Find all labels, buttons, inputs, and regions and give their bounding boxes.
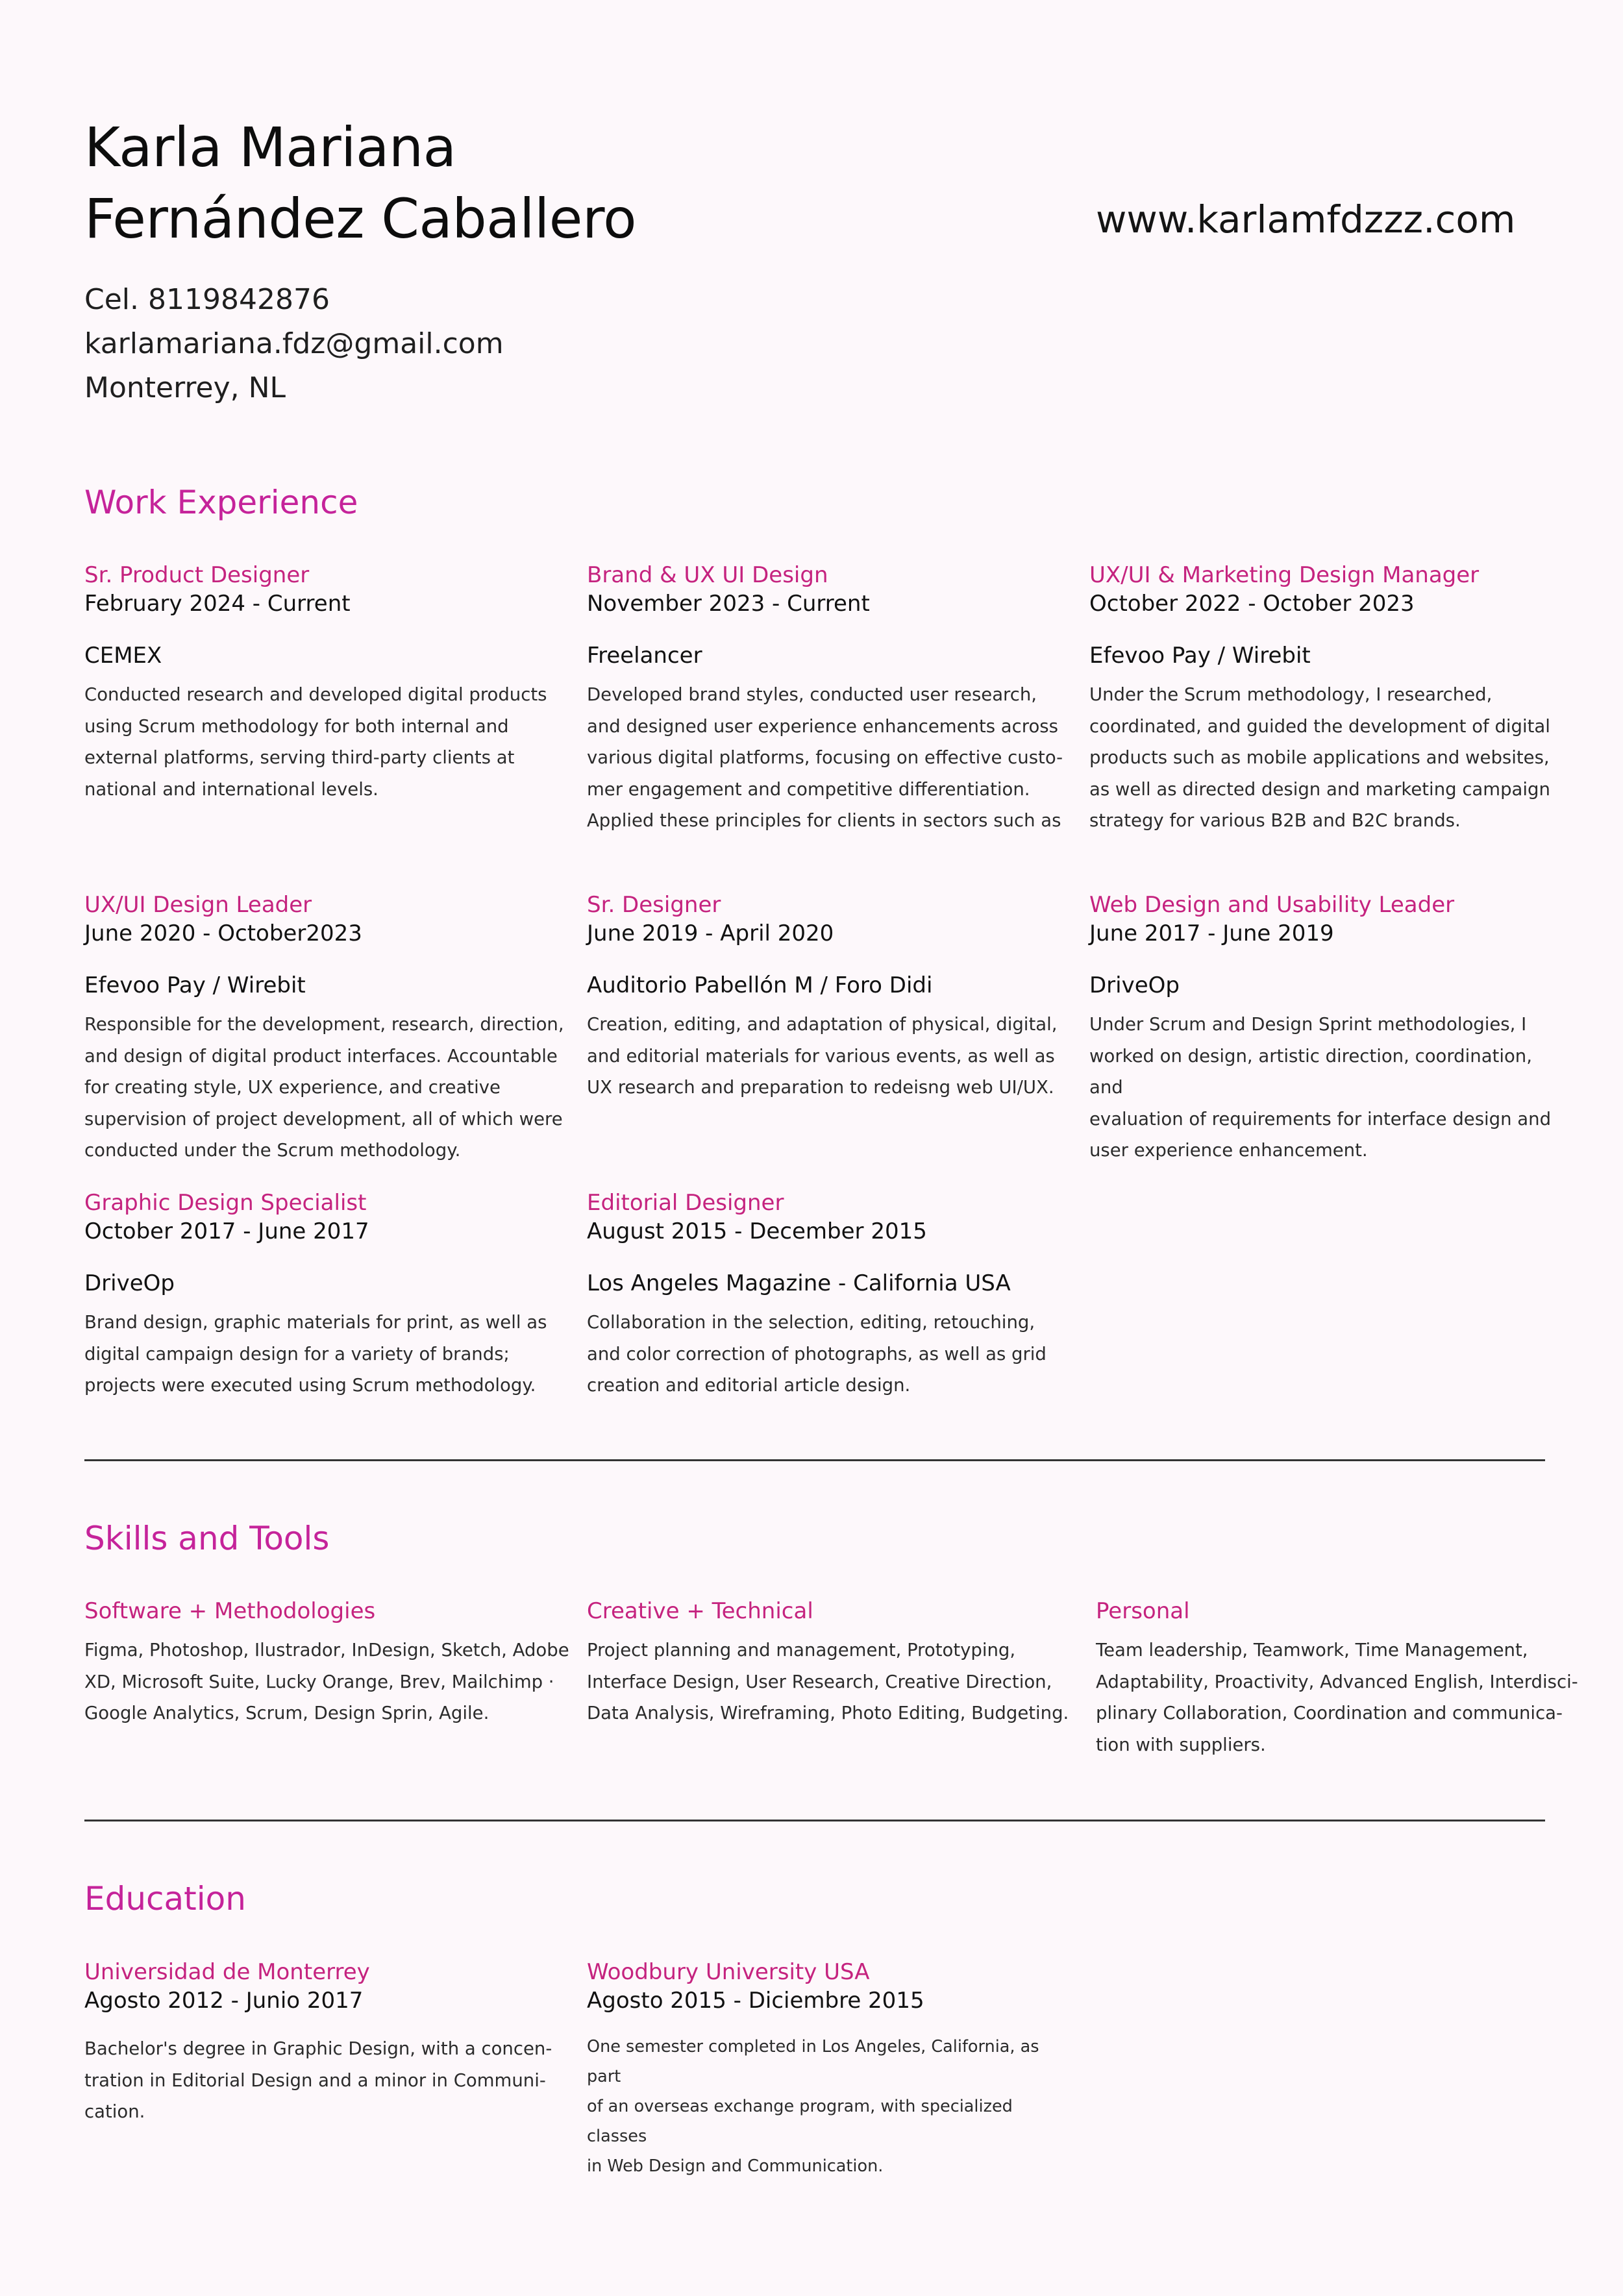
- email-address[interactable]: karlamariana.fdz@gmail.com: [84, 327, 504, 360]
- job-dates: October 2017 - June 2017: [84, 1218, 369, 1244]
- section-divider: [84, 1820, 1545, 1821]
- job-description: Conducted research and developed digital products using Scrum methodology for both internal and external platforms, serving third-party clients at national and international levels.: [84, 684, 547, 800]
- job-role: Brand & UX UI Design: [587, 562, 828, 588]
- school-dates: Agosto 2012 - Junio 2017: [84, 1988, 364, 2014]
- job-entry: [587, 561, 1063, 837]
- education-entry: [587, 1958, 1054, 2181]
- name-line-2: Fernández Caballero: [84, 187, 637, 251]
- job-role: Editorial Designer: [587, 1190, 784, 1216]
- school-dates: Agosto 2015 - Diciembre 2015: [587, 1988, 924, 2014]
- job-company: Freelancer: [587, 643, 702, 669]
- education-title: Education: [84, 1880, 246, 1918]
- school-description: One semester completed in Los Angeles, California, as part of an overseas exchange program, with specialized classes in Web Design and Communication.: [587, 2037, 1039, 2176]
- job-role: Sr. Product Designer: [84, 562, 310, 588]
- job-description: Brand design, graphic materials for print, as well as digital campaign design for a variety of brands; projects were executed using Scrum methodology.: [84, 1312, 547, 1396]
- skill-group-text: Team leadership, Teamwork, Time Management, Adaptability, Proactivity, Advanced English, Interdisci- plinary Collaboration, Coordination and communica- tion with suppliers.: [1096, 1640, 1578, 1755]
- skill-group-heading: Creative + Technical: [587, 1598, 813, 1624]
- job-role: Sr. Designer: [587, 892, 721, 918]
- job-dates: February 2024 - Current: [84, 591, 351, 617]
- phone-number: Cel. 8119842876: [84, 283, 330, 316]
- work-experience-title: Work Experience: [84, 484, 358, 521]
- job-company: Efevoo Pay / Wirebit: [1089, 643, 1311, 669]
- job-role: UX/UI & Marketing Design Manager: [1089, 562, 1480, 588]
- job-entry: [1089, 891, 1557, 1167]
- job-description: Creation, editing, and adaptation of physical, digital, and editorial materials for various events, as well as UX research and preparation to redeisng web UI/UX.: [587, 1014, 1058, 1098]
- candidate-name: [84, 112, 636, 254]
- job-company: Efevoo Pay / Wirebit: [84, 972, 306, 998]
- job-description: Under the Scrum methodology, I researched, coordinated, and guided the development of digital products such as mobile applications and websites, as well as directed design and marketing campaign strategy for various B2B and B2C brands.: [1089, 684, 1550, 831]
- website-link[interactable]: www.karlamfdzzz.com: [1096, 197, 1516, 241]
- school-name: Woodbury University USA: [587, 1959, 870, 1985]
- job-description: Collaboration in the selection, editing, retouching, and color correction of photographs, as well as grid creation and editorial article design.: [587, 1312, 1047, 1396]
- skill-group: [84, 1597, 569, 1729]
- school-name: Universidad de Monterrey: [84, 1959, 370, 1985]
- job-role: Web Design and Usability Leader: [1089, 892, 1455, 918]
- skill-group: [1096, 1597, 1578, 1760]
- job-dates: June 2020 - October2023: [84, 920, 362, 946]
- job-dates: October 2022 - October 2023: [1089, 591, 1415, 617]
- job-dates: November 2023 - Current: [587, 591, 870, 617]
- job-entry: [587, 891, 1058, 1104]
- job-dates: June 2019 - April 2020: [587, 920, 834, 946]
- skill-group-heading: Software + Methodologies: [84, 1598, 376, 1624]
- job-dates: August 2015 - December 2015: [587, 1218, 927, 1244]
- job-description: Developed brand styles, conducted user research, and designed user experience enhancements across various digital platforms, focusing on effective custo- mer engagement and competitive differentiation. Applied these principles for clients in sectors such as: [587, 684, 1063, 831]
- skill-group-text: Figma, Photoshop, Ilustrador, InDesign, Sketch, Adobe XD, Microsoft Suite, Lucky Orange, Brev, Mailchimp · Google Analytics, Scrum, Design Sprin, Agile.: [84, 1640, 569, 1723]
- job-company: DriveOp: [84, 1270, 175, 1296]
- skill-group-text: Project planning and management, Prototyping, Interface Design, User Research, Creative Direction, Data Analysis, Wireframing, Photo Editing, Budgeting.: [587, 1640, 1069, 1723]
- name-line-1: Karla Mariana: [84, 116, 456, 179]
- contact-info: [84, 278, 504, 410]
- job-entry: [84, 561, 552, 805]
- job-company: CEMEX: [84, 643, 162, 669]
- school-description: Bachelor's degree in Graphic Design, with a concen- tration in Editorial Design and a minor in Communi- cation.: [84, 2038, 552, 2122]
- job-company: Auditorio Pabellón M / Foro Didi: [587, 972, 933, 998]
- skill-group-heading: Personal: [1096, 1598, 1190, 1624]
- job-company: DriveOp: [1089, 972, 1180, 998]
- section-divider: [84, 1459, 1545, 1461]
- skills-title: Skills and Tools: [84, 1520, 330, 1557]
- education-entry: [84, 1958, 552, 2128]
- job-company: Los Angeles Magazine - California USA: [587, 1270, 1011, 1296]
- job-entry: [84, 891, 564, 1167]
- job-role: Graphic Design Specialist: [84, 1190, 367, 1216]
- job-entry: [84, 1189, 552, 1401]
- location: Monterrey, NL: [84, 371, 286, 404]
- job-entry: [1089, 561, 1557, 837]
- job-description: Responsible for the development, research, direction, and design of digital product interfaces. Accountable for creating style, UX experience, and creative supervision of project development, all of which were conducted under the Scrum methodology.: [84, 1014, 564, 1161]
- job-entry: [587, 1189, 1054, 1401]
- job-description: Under Scrum and Design Sprint methodologies, I worked on design, artistic direction, coordination, and evaluation of requirements for interface design and user experience enhancement.: [1089, 1014, 1552, 1161]
- job-dates: June 2017 - June 2019: [1089, 920, 1334, 946]
- skill-group: [587, 1597, 1069, 1729]
- job-role: UX/UI Design Leader: [84, 892, 312, 918]
